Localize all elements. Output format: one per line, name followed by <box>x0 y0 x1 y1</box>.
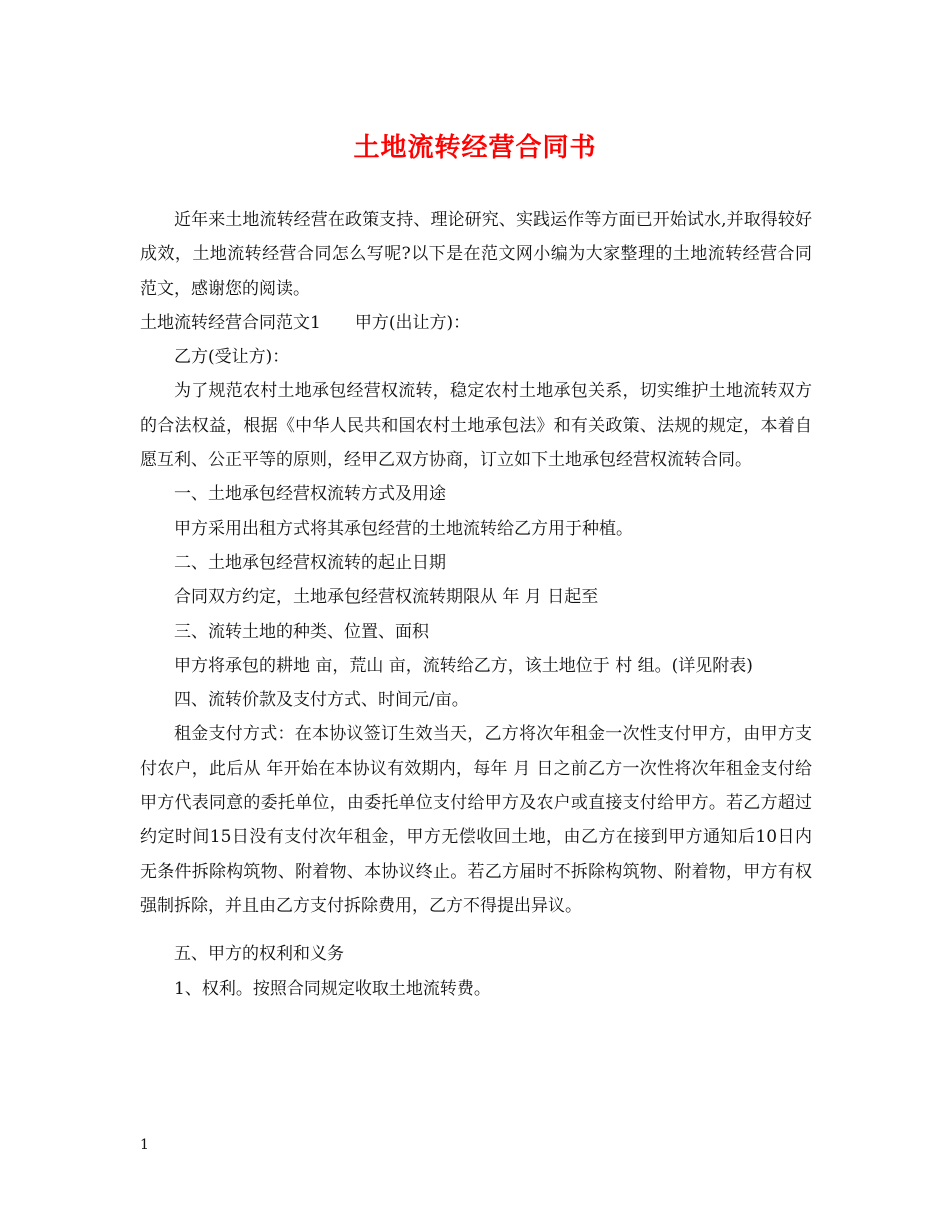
section-1-text: 甲方采用出租方式将其承包经营的土地流转给乙方用于种植。 <box>174 518 633 539</box>
document-title: 土地流转经营合同书 <box>353 133 597 163</box>
section-heading-1: 一、土地承包经营权流转方式及用途 <box>174 484 446 505</box>
contract-heading-party-a: 土地流转经营合同范文1 甲方(出让方)： <box>140 312 471 333</box>
section-heading-3: 三、流转土地的种类、位置、面积 <box>174 621 429 642</box>
intro-paragraph: 近年来土地流转经营在政策支持、理论研究、实践运作等方面已开始试水,并取得较好成效，土地流转经营合同怎么写呢?以下是在范文网小编为大家整理的土地流转经营合同范文，感谢您的阅读。 <box>140 210 812 299</box>
party-b-line: 乙方(受让方)： <box>174 347 290 368</box>
section-heading-5: 五、甲方的权利和义务 <box>174 944 344 965</box>
section-4-text: 租金支付方式：在本协议签订生效当天，乙方将次年租金一次性支付甲方，由甲方支付农户，此后从 年开始在本协议有效期内，每年 月 日之前乙方一次性将次年租金支付给甲方代表同意的委托单位，由委托单位支付给甲方及农户或直接支付给甲方。若乙方超过约定时间15日没有支付次年租金，甲方无偿收回土地，由乙方在接到甲方通知后10日内无条件拆除构筑物、附着物、本协议终止。若乙方届时不拆除构筑物、附着物，甲方有权强制拆除，并且由乙方支付拆除费用，乙方不得提出异议。 <box>140 724 812 916</box>
section-heading-2: 二、土地承包经营权流转的起止日期 <box>174 552 446 573</box>
section-2-text: 合同双方约定，土地承包经营权流转期限从 年 月 日起至 <box>174 587 599 608</box>
section-3-text: 甲方将承包的耕地 亩，荒山 亩，流转给乙方，该土地位于 村 组。(详见附表) <box>174 655 753 676</box>
section-heading-4: 四、流转价款及支付方式、时间元/亩。 <box>174 690 469 711</box>
preamble-paragraph: 为了规范农村土地承包经营权流转，稳定农村土地承包关系，切实维护土地流转双方的合法权益，根据《中华人民共和国农村土地承包法》和有关政策、法规的规定，本着自愿互利、公正平等的原则，经甲乙双方协商，订立如下土地承包经营权流转合同。 <box>140 381 812 471</box>
paragraph-spacer <box>140 923 812 937</box>
section-5-item-1: 1、权利。按照合同规定收取土地流转费。 <box>174 978 491 999</box>
document-body <box>140 203 812 1006</box>
page-number: 1 <box>140 1137 149 1153</box>
